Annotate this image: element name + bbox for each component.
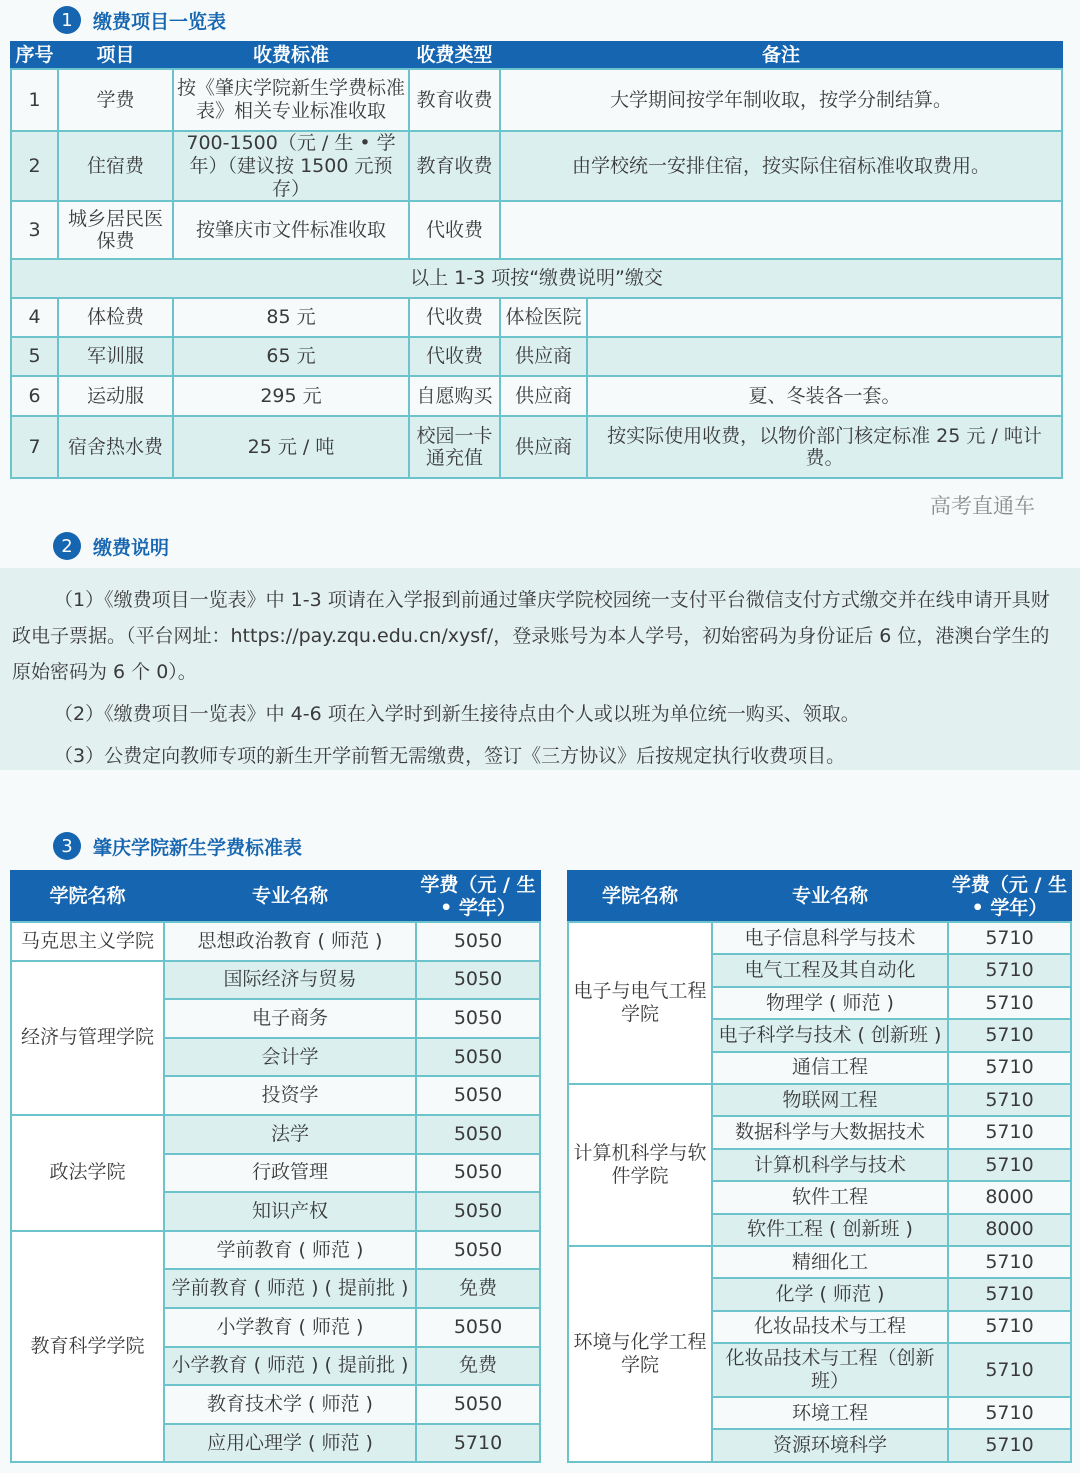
cell-fee: 5050 (416, 1076, 540, 1115)
cell-item: 宿舍热水费 (58, 416, 173, 478)
cell-item: 住宿费 (58, 131, 173, 201)
section-title-text: 缴费说明 (93, 536, 170, 559)
table-row (11, 131, 1062, 201)
table-row (568, 922, 1071, 954)
cell-remark: 由学校统一安排住宿，按实际住宿标准收取费用。 (500, 131, 1062, 201)
header-major: 专业名称 (712, 871, 948, 922)
cell-major: 物联网工程 (712, 1084, 948, 1116)
cell-standard: 700-1500（元 / 生 • 学年）（建议按 1500 元预存） (173, 131, 409, 201)
watermark: 高考直通车 (930, 494, 1035, 518)
tuition-table-right (567, 870, 1072, 1463)
table-row (11, 961, 540, 1000)
cell-provider: 供应商 (500, 376, 587, 416)
cell-college: 教育科学学院 (11, 1231, 164, 1463)
cell-fee: 5710 (948, 1246, 1071, 1278)
cell-major: 行政管理 (164, 1154, 416, 1193)
cell-major: 会计学 (164, 1038, 416, 1077)
header-fee: 学费（元 / 生 • 学年） (416, 871, 540, 922)
cell-remark (587, 298, 1062, 337)
cell-fee: 5710 (948, 1397, 1071, 1429)
cell-major: 资源环境科学 (712, 1429, 948, 1461)
cell-major: 环境工程 (712, 1397, 948, 1429)
table-row (11, 337, 1062, 376)
cell-major: 教育技术学 ( 师范 ) (164, 1385, 416, 1424)
section3-title (53, 832, 302, 860)
note-row: 以上 1-3 项按“缴费说明”缴交 (11, 259, 1062, 298)
header-fee: 学费（元 / 生 • 学年） (948, 871, 1071, 922)
cell-major: 软件工程 ( 创新班 ) (712, 1214, 948, 1246)
cell-no: 4 (11, 298, 58, 337)
cell-major: 学前教育 ( 师范 ) ( 提前批 ) (164, 1269, 416, 1308)
cell-remark: 夏、冬装各一套。 (587, 376, 1062, 416)
cell-major: 投资学 (164, 1076, 416, 1115)
cell-major: 应用心理学 ( 师范 ) (164, 1424, 416, 1463)
cell-remark: 按实际使用收费，以物价部门核定标准 25 元 / 吨计费。 (587, 416, 1062, 478)
cell-fee: 5050 (416, 961, 540, 1000)
cell-type: 自愿购买 (409, 376, 500, 416)
cell-fee: 5050 (416, 1231, 540, 1270)
cell-fee: 5050 (416, 1308, 540, 1347)
cell-major: 电气工程及其自动化 (712, 954, 948, 986)
cell-fee: 5710 (948, 1278, 1071, 1310)
table-row (568, 1246, 1071, 1278)
cell-major: 学前教育 ( 师范 ) (164, 1231, 416, 1270)
cell-remark (587, 337, 1062, 376)
cell-item: 城乡居民医保费 (58, 201, 173, 259)
header-item: 项目 (58, 42, 173, 69)
note-paragraph: （2）《缴费项目一览表》中 4-6 项在入学时到新生接待点由个人或以班为单位统一购买、领取。 (54, 703, 860, 725)
cell-standard: 25 元 / 吨 (173, 416, 409, 478)
cell-no: 3 (11, 201, 58, 259)
cell-type: 校园一卡通充值 (409, 416, 500, 478)
header-no: 序号 (11, 42, 58, 69)
header-college: 学院名称 (11, 871, 164, 922)
cell-fee: 5710 (948, 1052, 1071, 1084)
cell-college: 环境与化学工程学院 (568, 1246, 712, 1462)
cell-fee: 5050 (416, 922, 540, 961)
cell-fee: 5050 (416, 1154, 540, 1193)
header-major: 专业名称 (164, 871, 416, 922)
cell-type: 代收费 (409, 337, 500, 376)
cell-no: 1 (11, 69, 58, 131)
cell-fee: 5710 (948, 1429, 1071, 1461)
cell-standard: 按《肇庆学院新生学费标准表》相关专业标准收取 (173, 69, 409, 131)
cell-major: 物理学 ( 师范 ) (712, 987, 948, 1019)
cell-standard: 295 元 (173, 376, 409, 416)
cell-major: 化妆品技术与工程（创新班） (712, 1343, 948, 1397)
cell-college: 计算机科学与软件学院 (568, 1084, 712, 1246)
cell-major: 计算机科学与技术 (712, 1149, 948, 1181)
header-type: 收费类型 (409, 42, 500, 69)
cell-fee: 5710 (948, 954, 1071, 986)
cell-college: 马克思主义学院 (11, 922, 164, 961)
fee-items-table (10, 41, 1063, 479)
cell-fee: 5710 (948, 1311, 1071, 1343)
cell-item: 学费 (58, 69, 173, 131)
table-row (11, 376, 1062, 416)
cell-item: 军训服 (58, 337, 173, 376)
cell-standard: 65 元 (173, 337, 409, 376)
cell-type: 代收费 (409, 298, 500, 337)
table-row (11, 1231, 540, 1270)
cell-major: 知识产权 (164, 1192, 416, 1231)
cell-major: 化学 ( 师范 ) (712, 1278, 948, 1310)
cell-major: 法学 (164, 1115, 416, 1154)
cell-no: 6 (11, 376, 58, 416)
cell-fee: 5050 (416, 1192, 540, 1231)
cell-standard: 按肇庆市文件标准收取 (173, 201, 409, 259)
cell-major: 国际经济与贸易 (164, 961, 416, 1000)
cell-fee: 5710 (948, 1343, 1071, 1397)
cell-no: 7 (11, 416, 58, 478)
cell-provider: 供应商 (500, 337, 587, 376)
cell-major: 电子信息科学与技术 (712, 922, 948, 954)
cell-remark: 大学期间按学年制收取，按学分制结算。 (500, 69, 1062, 131)
table-row (568, 1084, 1071, 1116)
cell-type: 教育收费 (409, 69, 500, 131)
table-row (11, 416, 1062, 478)
cell-major: 小学教育 ( 师范 ) ( 提前批 ) (164, 1347, 416, 1386)
table-row (11, 69, 1062, 131)
cell-item: 运动服 (58, 376, 173, 416)
section-number-badge: 1 (53, 6, 81, 34)
section-title-text: 肇庆学院新生学费标准表 (93, 836, 303, 859)
table-row (11, 1115, 540, 1154)
cell-fee: 5050 (416, 1038, 540, 1077)
cell-type: 代收费 (409, 201, 500, 259)
cell-fee: 5050 (416, 1115, 540, 1154)
cell-major: 通信工程 (712, 1052, 948, 1084)
cell-fee: 5710 (948, 987, 1071, 1019)
note-paragraph: （3）公费定向教师专项的新生开学前暂无需缴费，签订《三方协议》后按规定执行收费项目。 (54, 745, 846, 767)
cell-fee: 5050 (416, 999, 540, 1038)
note-paragraph: （1）《缴费项目一览表》中 1-3 项请在入学报到前通过肇庆学院校园统一支付平台微信支付方式缴交并在线申请开具财政电子票据。（平台网址：https://pay.zqu.edu.cn/xysf/，登录账号为本人学号，初始密码为身份证后 6 位，港澳台学生的原始密码为 6 个 0）。 (12, 589, 1050, 683)
cell-college: 电子与电气工程学院 (568, 922, 712, 1084)
table-row (11, 298, 1062, 337)
cell-standard: 85 元 (173, 298, 409, 337)
cell-remark (500, 201, 1062, 259)
cell-fee: 5050 (416, 1385, 540, 1424)
cell-major: 电子商务 (164, 999, 416, 1038)
table-row (11, 201, 1062, 259)
section-number-badge: 2 (53, 532, 81, 560)
header-remark: 备注 (500, 42, 1062, 69)
tuition-table-left (10, 870, 541, 1463)
cell-fee: 5710 (948, 1019, 1071, 1051)
cell-fee: 8000 (948, 1214, 1071, 1246)
cell-fee: 免费 (416, 1347, 540, 1386)
table-row (11, 922, 540, 961)
payment-notes (0, 568, 1080, 770)
section-number-badge: 3 (53, 832, 81, 860)
cell-major: 化妆品技术与工程 (712, 1311, 948, 1343)
section1-title (53, 6, 226, 34)
cell-major: 小学教育 ( 师范 ) (164, 1308, 416, 1347)
cell-major: 数据科学与大数据技术 (712, 1116, 948, 1148)
cell-major: 思想政治教育 ( 师范 ) (164, 922, 416, 961)
section2-title (53, 532, 169, 560)
cell-major: 精细化工 (712, 1246, 948, 1278)
cell-fee: 8000 (948, 1181, 1071, 1213)
cell-fee: 5710 (416, 1424, 540, 1463)
cell-fee: 5710 (948, 1116, 1071, 1148)
cell-college: 经济与管理学院 (11, 961, 164, 1115)
cell-fee: 5710 (948, 922, 1071, 954)
cell-provider: 供应商 (500, 416, 587, 478)
cell-no: 5 (11, 337, 58, 376)
section-title-text: 缴费项目一览表 (93, 10, 227, 33)
cell-college: 政法学院 (11, 1115, 164, 1231)
cell-type: 教育收费 (409, 131, 500, 201)
cell-item: 体检费 (58, 298, 173, 337)
cell-no: 2 (11, 131, 58, 201)
cell-fee: 5710 (948, 1084, 1071, 1116)
header-standard: 收费标准 (173, 42, 409, 69)
cell-fee: 5710 (948, 1149, 1071, 1181)
cell-major: 软件工程 (712, 1181, 948, 1213)
header-college: 学院名称 (568, 871, 712, 922)
cell-fee: 免费 (416, 1269, 540, 1308)
cell-provider: 体检医院 (500, 298, 587, 337)
cell-major: 电子科学与技术 ( 创新班 ) (712, 1019, 948, 1051)
